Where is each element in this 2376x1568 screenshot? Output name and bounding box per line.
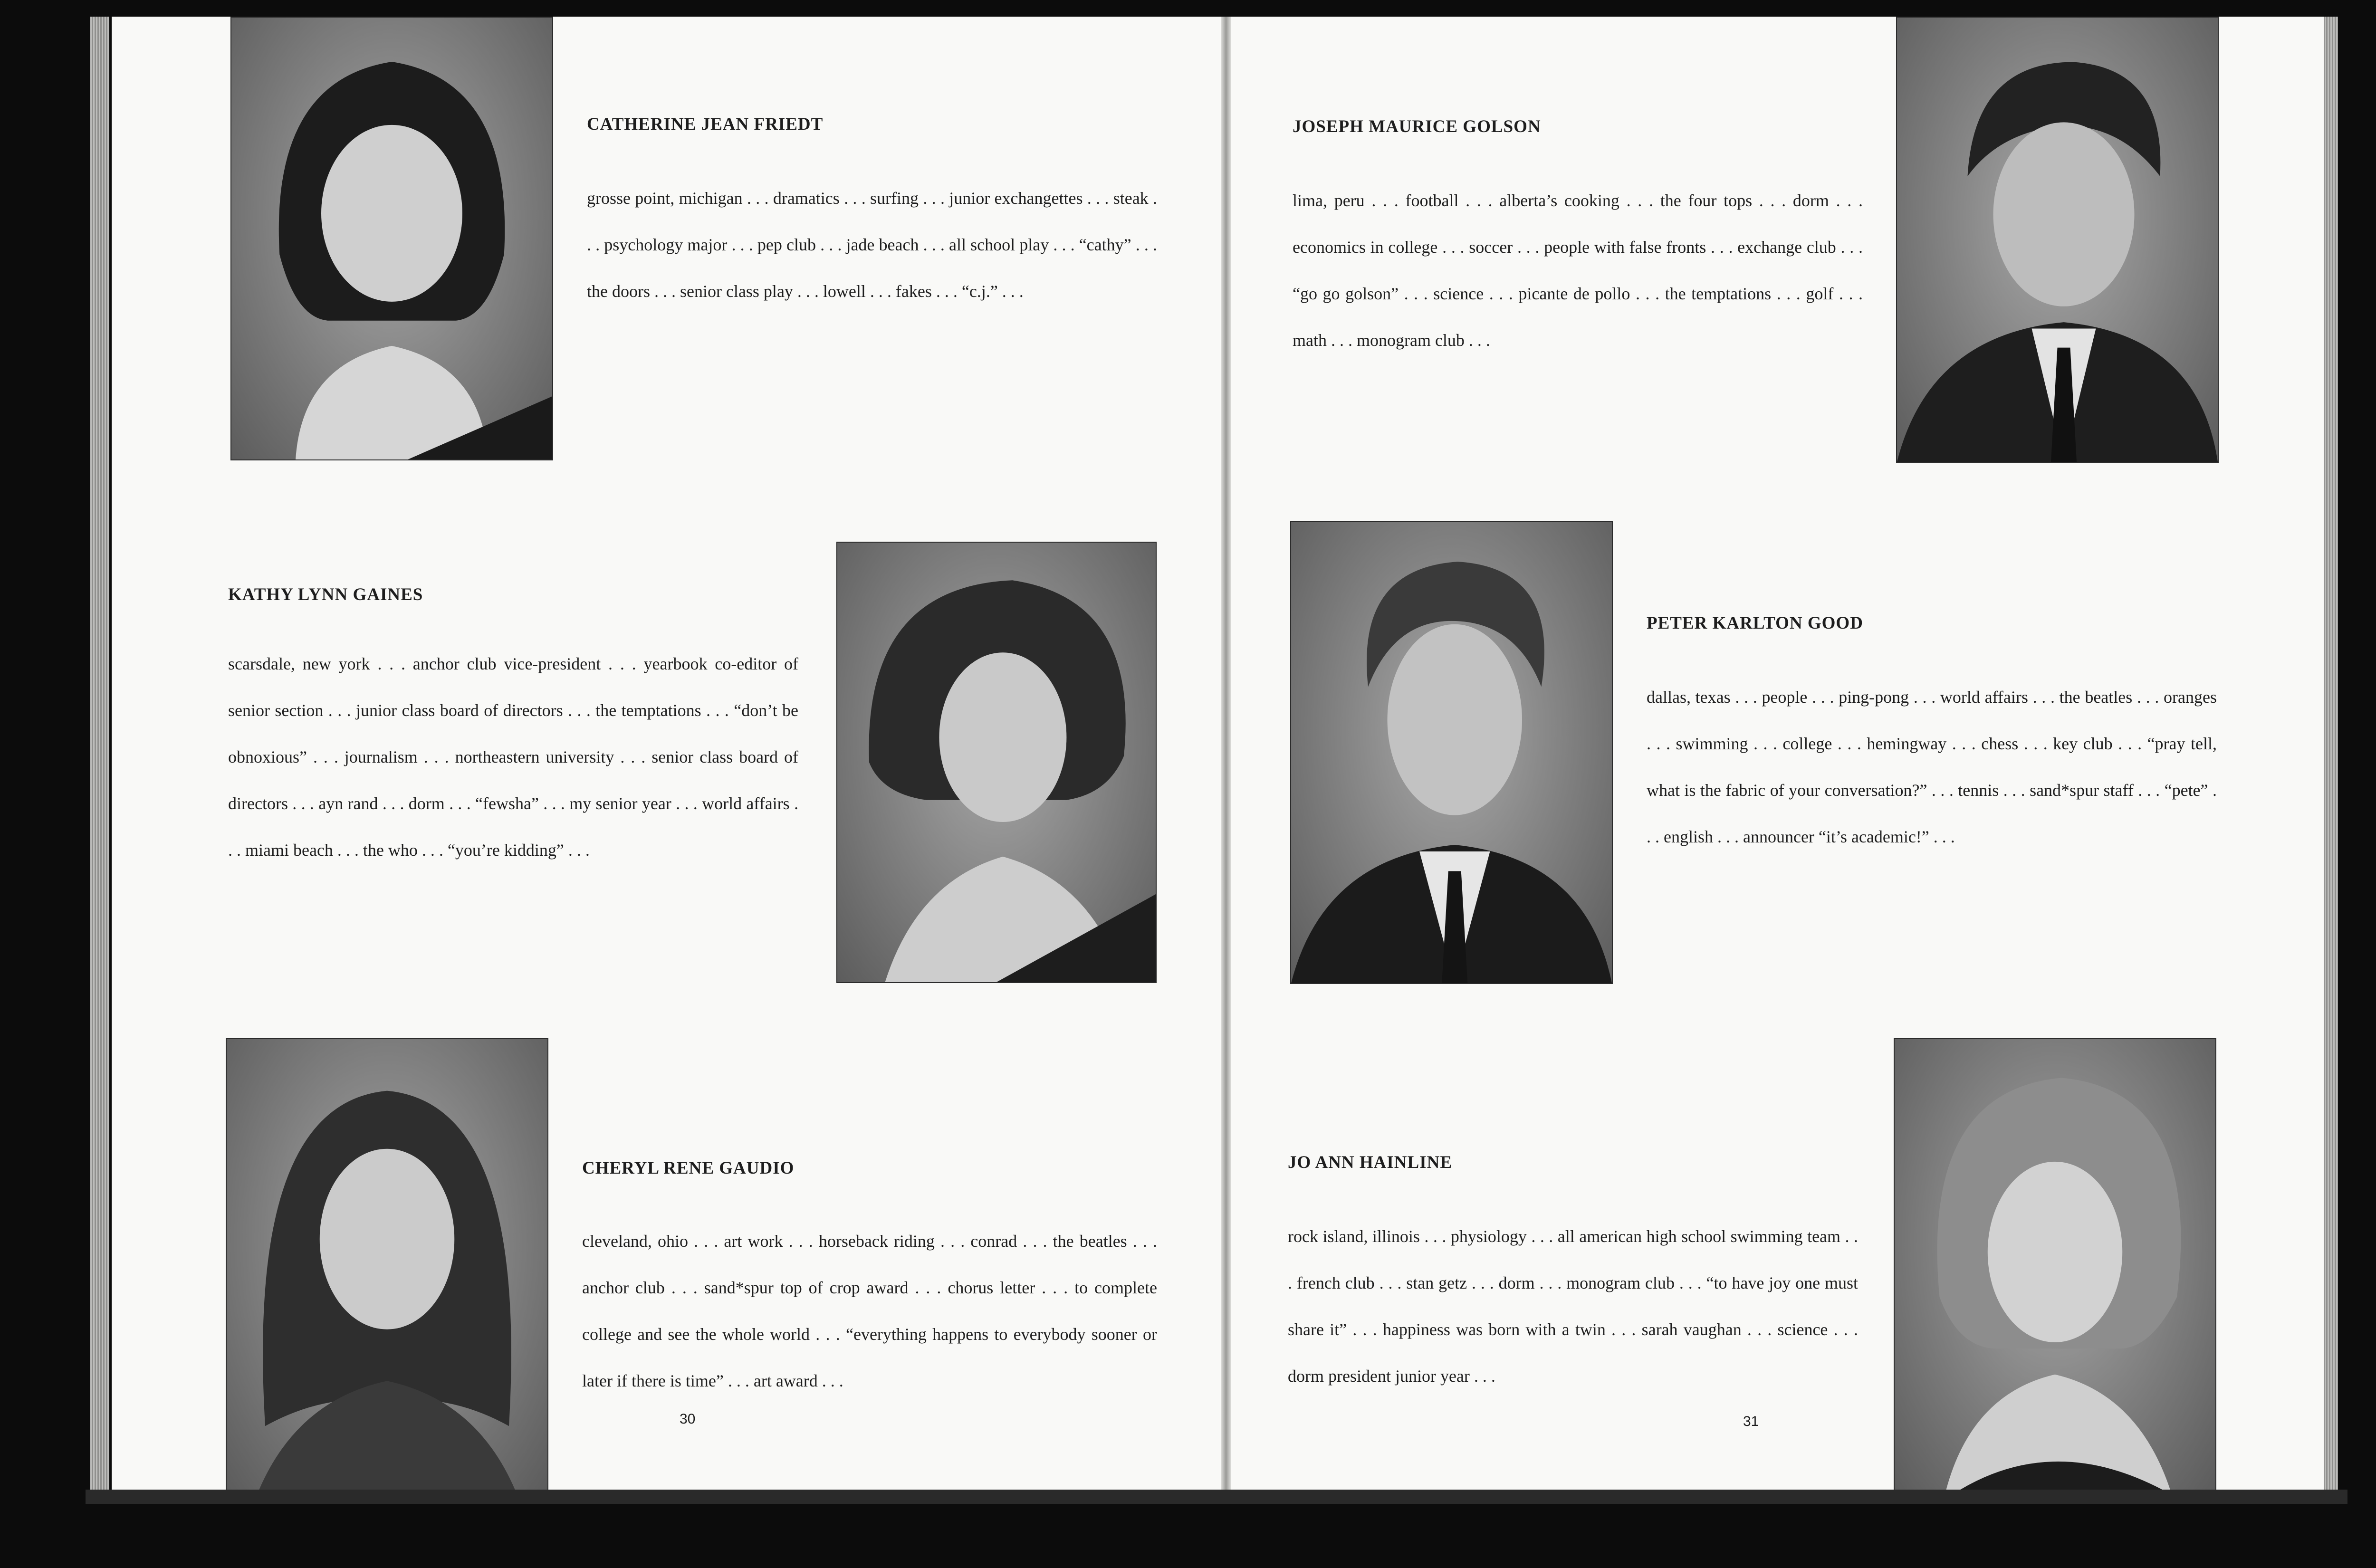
book-gutter [1221, 17, 1231, 1490]
portrait-photo-golson [1896, 17, 2219, 463]
student-bio: dallas, texas . . . people . . . ping-pong . . . world affairs . . . the beatles . . . oranges . . . swimming . . . college . . . hemingway . . . chess . . . key club . . . “pray tell, what is the fabric of your conversation?” . . . tennis . . . sand*spur staff . . . “pete” . . . english . . . announcer “it’s academic!” . . . [1647, 688, 2217, 846]
student-name: CATHERINE JEAN FRIEDT [587, 115, 824, 134]
student-name: JO ANN HAINLINE [1288, 1153, 1452, 1172]
left-page-edge [90, 17, 109, 1490]
student-name: JOSEPH MAURICE GOLSON [1293, 117, 1541, 136]
portrait-photo-gaines [836, 542, 1157, 983]
portrait-photo-friedt [230, 17, 553, 460]
student-name: KATHY LYNN GAINES [228, 585, 423, 604]
student-bio: cleveland, ohio . . . art work . . . horseback riding . . . conrad . . . the beatles . . . anchor club . . . sand*spur top of crop award . . . chorus letter . . . to complete college and see the whole world . . . “everything happens to everybody sooner or later if there is time” . . . art award . . . [582, 1232, 1157, 1390]
student-name: PETER KARLTON GOOD [1647, 613, 1863, 633]
portrait-photo-hainline [1894, 1038, 2216, 1490]
book-bottom-edge [86, 1490, 2347, 1504]
student-bio: scarsdale, new york . . . anchor club vice-president . . . yearbook co-editor of senior section . . . junior class board of directors . . . the temptations . . . “don’t be obnoxious” . . . journalism . . . northeastern university . . . senior class board of directors . . . ayn rand . . . dorm . . . “fewsha” . . . my senior year . . . world affairs . . . miami beach . . . the who . . . “you’re kidding” . . . [228, 654, 798, 860]
right-page [1231, 17, 2324, 1490]
student-bio: rock island, illinois . . . physiology . . . all american high school swimming team . . . french club . . . stan getz . . . dorm . . . monogram club . . . “to have joy one must share it” . . . happiness was born with a twin . . . sarah vaughan . . . science . . . dorm president junior year . . . [1288, 1227, 1858, 1386]
portrait-photo-good [1290, 521, 1613, 984]
portrait-photo-gaudio [226, 1038, 548, 1490]
page-number: 30 [680, 1411, 696, 1427]
student-name: CHERYL RENE GAUDIO [582, 1158, 795, 1178]
left-page [112, 17, 1221, 1490]
page-number: 31 [1743, 1414, 1759, 1429]
student-bio: grosse point, michigan . . . dramatics . . . surfing . . . junior exchangettes . . . steak . . . psychology major . . . pep club . . . jade beach . . . all school play . . . “cathy” . . . the doors . . . senior class play . . . lowell . . . fakes . . . “c.j.” . . . [587, 189, 1157, 301]
student-bio: lima, peru . . . football . . . alberta’s cooking . . . the four tops . . . dorm . . . economics in college . . . soccer . . . people with false fronts . . . exchange club . . . “go go golson” . . . science . . . picante de pollo . . . the temptations . . . golf . . . math . . . monogram club . . . [1293, 191, 1863, 350]
